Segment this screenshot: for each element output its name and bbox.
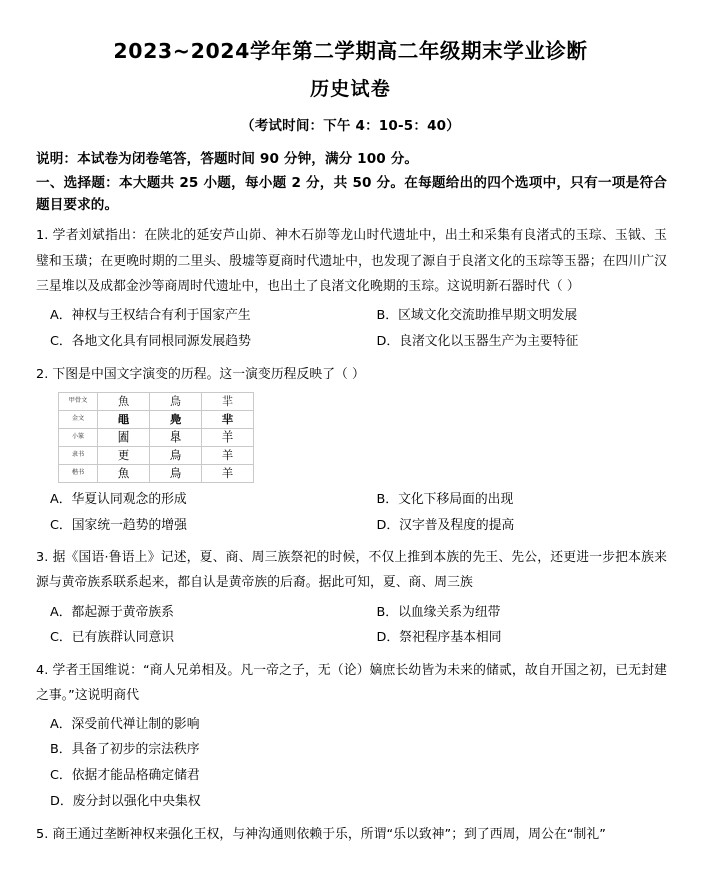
- question-1-stem: 1. 学者刘斌指出：在陕北的延安芦山峁、神木石峁等龙山时代遗址中，出土和采集有良渚式的玉琮、玉钺、玉璧和玉璜；在更晚时期的二里头、殷墟等夏商时代遗址中，也发现了源自于良渚文化的玉琮等玉器；在四川广汉三星堆以及成都金沙等商周时代遗址中，也出土了良渚文化晚期的玉琮。这说明新石器时代（ ）: [36, 228, 667, 295]
- glyph-fish-oracle: [98, 392, 150, 410]
- glyph-ink: 臯: [169, 428, 182, 445]
- question-3-option-c[interactable]: C．已有族群认同意识: [50, 630, 175, 646]
- instruction-note: 说明：本试卷为闭卷笔答，答题时间 90 分钟，满分 100 分。: [36, 151, 419, 168]
- table-row: [59, 410, 254, 428]
- script-label-small-seal: 小篆: [59, 428, 98, 446]
- glyph-bird-clerical: [150, 446, 202, 464]
- question-4: [36, 658, 667, 815]
- question-2-options: [36, 487, 667, 538]
- glyph-sheep-clerical: [202, 446, 254, 464]
- table-row: [59, 392, 254, 410]
- character-evolution-table: [58, 392, 254, 483]
- exam-title: 2023~2024学年第二学期高二年级期末学业诊断: [113, 39, 588, 63]
- glyph-ink: 鳥: [169, 465, 182, 480]
- script-label-regular: 楷书: [59, 464, 98, 482]
- question-5-stem: 5. 商王通过垄断神权来强化王权，与神沟通则依赖于乐，所谓“乐以致神”；到了西周，周公在“制礼”: [36, 826, 606, 842]
- question-4-option-b[interactable]: B．具备了初步的宗法秩序: [50, 742, 200, 758]
- script-label-bronze: 金文: [59, 410, 98, 428]
- question-2-option-b[interactable]: B．文化下移局面的出现: [376, 491, 514, 507]
- exam-time-note: （考试时间：下午 4：10-5：40）: [241, 118, 460, 135]
- glyph-ink: 鳥: [169, 447, 182, 462]
- glyph-ink: 魚: [117, 394, 130, 409]
- glyph-fish-clerical: [98, 446, 150, 464]
- question-4-option-a[interactable]: A．深受前代禅让制的影响: [50, 716, 200, 732]
- glyph-bird-bronze: [150, 410, 202, 428]
- table-row: [59, 464, 254, 482]
- script-label-oracle: 甲骨文: [59, 392, 98, 410]
- table-row: [59, 428, 254, 446]
- glyph-sheep-bronze: [202, 410, 254, 428]
- glyph-ink: 更: [117, 447, 130, 462]
- question-1-option-c[interactable]: C．各地文化具有同根同源发展趋势: [50, 333, 251, 349]
- glyph-ink: 羋: [221, 394, 234, 409]
- question-3-option-b[interactable]: B．以血缘关系为纽带: [376, 604, 501, 620]
- question-2-option-d[interactable]: D．汉字普及程度的提高: [376, 517, 515, 533]
- question-1-option-d[interactable]: D．良渚文化以玉器生产为主要特征: [376, 333, 579, 349]
- question-2-stem: 2. 下图是中国文字演变的历程。这一演变历程反映了（ ）: [36, 366, 365, 382]
- question-2-option-a[interactable]: A．华夏认同观念的形成: [50, 491, 187, 507]
- question-4-options: [36, 712, 667, 815]
- paper-subject-title: 历史试卷: [310, 77, 391, 100]
- question-3: [36, 545, 667, 651]
- glyph-sheep-regular: [202, 464, 254, 482]
- glyph-sheep-oracle: [202, 392, 254, 410]
- chinese-character-evolution-figure: [58, 392, 667, 483]
- question-3-option-a[interactable]: A．都起源于黄帝族系: [50, 604, 174, 620]
- question-3-stem: 3. 据《国语·鲁语上》记述，夏、商、周三族祭祀的时候，不仅上推到本族的先王、先公，还更进一步把本族来源与黄帝族系联系起来，都自认是黄帝族的后裔。据此可知，夏、商、周三族: [36, 550, 667, 591]
- glyph-ink: 圔: [117, 428, 130, 445]
- question-3-options: [36, 600, 667, 651]
- section-one-heading: 一、选择题：本大题共 25 小题，每小题 2 分，共 50 分。在每题给出的四个选项中，只有一项是符合题目要求的。: [36, 175, 667, 214]
- document-header: [0, 0, 701, 134]
- question-3-option-d[interactable]: D．祭祀程序基本相同: [376, 630, 502, 646]
- question-1-option-b[interactable]: B．区域文化交流助推早期文明发展: [376, 308, 578, 324]
- glyph-ink: 鳧: [169, 412, 182, 426]
- glyph-sheep-small-seal: [202, 428, 254, 446]
- glyph-fish-regular: [98, 464, 150, 482]
- glyph-ink: 黽: [117, 412, 130, 426]
- glyph-bird-regular: [150, 464, 202, 482]
- glyph-ink: 鳥: [169, 394, 182, 409]
- question-2: [36, 362, 667, 539]
- character-evolution-table-body: [59, 392, 254, 482]
- question-1: [36, 223, 667, 354]
- question-4-stem: 4. 学者王国维说：“商人兄弟相及。凡一帝之子，无（论）嫡庶长幼皆为未来的储贰，故自开国之初，已无封建之事。”这说明商代: [36, 662, 667, 704]
- question-2-option-c[interactable]: C．国家统一趋势的增强: [50, 517, 187, 533]
- table-row: [59, 446, 254, 464]
- script-label-clerical: 隶书: [59, 446, 98, 464]
- question-4-option-d[interactable]: D．废分封以强化中央集权: [50, 794, 201, 810]
- document-body: [0, 148, 701, 847]
- glyph-ink: 羊: [221, 447, 234, 462]
- question-4-option-c[interactable]: C．依据才能品格确定储君: [50, 768, 200, 784]
- glyph-ink: 羊: [221, 428, 234, 445]
- glyph-fish-bronze: [98, 410, 150, 428]
- question-5: [36, 822, 667, 847]
- question-1-option-a[interactable]: A．神权与王权结合有利于国家产生: [50, 308, 251, 324]
- glyph-fish-small-seal: [98, 428, 150, 446]
- glyph-ink: 魚: [117, 465, 130, 480]
- question-1-options: [36, 303, 667, 354]
- glyph-bird-oracle: [150, 392, 202, 410]
- glyph-ink: 芈: [221, 412, 234, 426]
- glyph-ink: 羊: [221, 465, 234, 480]
- glyph-bird-small-seal: [150, 428, 202, 446]
